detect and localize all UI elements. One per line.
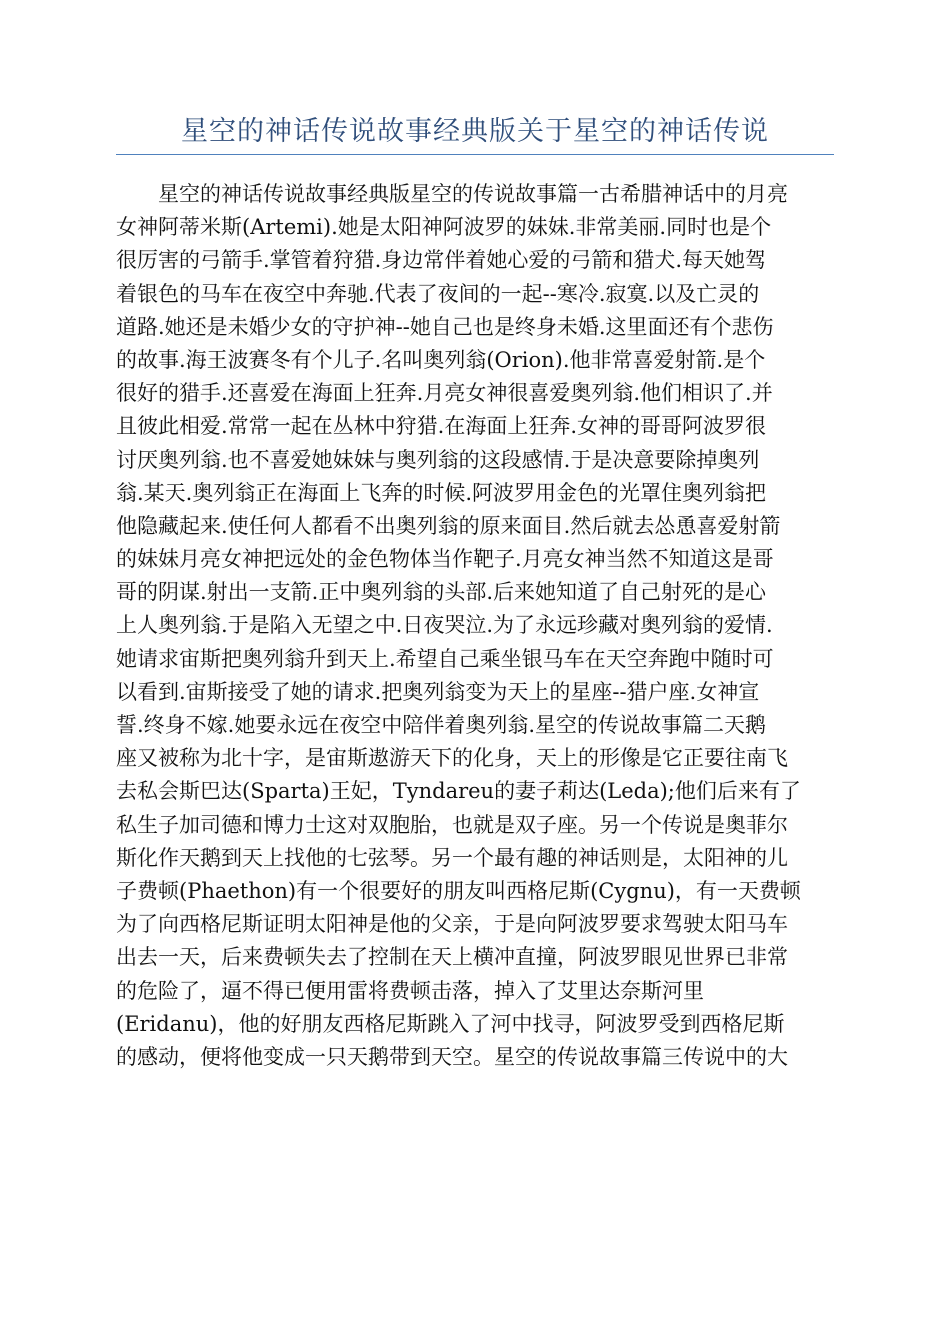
text-line: 的感动，便将他变成一只天鹅带到天空。星空的传说故事篇三传说中的大 <box>116 1044 788 1069</box>
text-line: 座又被称为北十字，是宙斯遨游天下的化身，天上的形像是它正要往南飞 <box>116 746 788 771</box>
text-line: 很厉害的弓箭手.掌管着狩猎.身边常伴着她心爱的弓箭和猎犬.每天她驾 <box>116 248 767 273</box>
text-line: 星空的神话传说故事经典版星空的传说故事篇一古希腊神话中的月亮 <box>116 182 788 206</box>
document-title: 星空的神话传说故事经典版关于星空的神话传说 <box>181 116 769 147</box>
text-line: 为了向西格尼斯证明太阳神是他的父亲，于是向阿波罗要求驾驶太阳马车 <box>116 912 788 937</box>
text-line: 哥的阴谋.射出一支箭.正中奥列翁的头部.后来她知道了自己射死的是心 <box>116 580 767 605</box>
text-line: 去私会斯巴达(Sparta)王妃，Tyndareu的妻子莉达(Leda);他们后来有了 <box>116 779 801 804</box>
title-underline <box>116 154 834 155</box>
text-line: 上人奥列翁.于是陷入无望之中.日夜哭泣.为了永远珍藏对奥列翁的爱情. <box>116 613 773 638</box>
text-line: 道路.她还是未婚少女的守护神--她自己也是终身未婚.这里面还有个悲伤 <box>116 314 774 339</box>
text-line: 的妹妹月亮女神把远处的金色物体当作靶子.月亮女神当然不知道这是哥 <box>116 547 774 572</box>
text-line: 他隐藏起来.使任何人都看不出奥列翁的原来面目.然后就去怂恿喜爱射箭 <box>116 513 781 538</box>
text-line: 她请求宙斯把奥列翁升到天上.希望自己乘坐银马车在天空奔跑中随时可 <box>116 646 774 671</box>
text-line: 以看到.宙斯接受了她的请求.把奥列翁变为天上的星座--猎户座.女神宣 <box>116 679 760 704</box>
text-line: 私生子加司德和博力士这对双胞胎，也就是双子座。另一个传说是奥菲尔 <box>116 812 788 837</box>
text-line: 翁.某天.奥列翁正在海面上飞奔的时候.阿波罗用金色的光罩住奥列翁把 <box>116 480 767 505</box>
text-line: (Eridanu)，他的好朋友西格尼斯跳入了河中找寻，阿波罗受到西格尼斯 <box>116 1011 785 1036</box>
text-line: 誓.终身不嫁.她要永远在夜空中陪伴着奥列翁.星空的传说故事篇二天鹅 <box>116 713 767 737</box>
text-line: 讨厌奥列翁.也不喜爱她妹妹与奥列翁的这段感情.于是决意要除掉奥列 <box>116 447 760 472</box>
text-line: 斯化作天鹅到天上找他的七弦琴。另一个最有趣的神话则是，太阳神的儿 <box>116 845 788 870</box>
text-line: 的危险了，逼不得已便用雷将费顿击落，掉入了艾里达奈斯河里 <box>116 978 704 1003</box>
text-line: 子费顿(Phaethon)有一个很要好的朋友叫西格尼斯(Cygnu)，有一天费顿 <box>116 878 801 903</box>
text-line: 很好的猎手.还喜爱在海面上狂奔.月亮女神很喜爱奥列翁.他们相识了.并 <box>116 381 773 406</box>
body-paragraph <box>116 178 834 1074</box>
text-line: 出去一天，后来费顿失去了控制在天上横冲直撞，阿波罗眼见世界已非常 <box>116 945 788 970</box>
text-line: 女神阿蒂米斯(Artemi).她是太阳神阿波罗的妹妹.非常美丽.同时也是个 <box>116 215 772 240</box>
text-line: 且彼此相爱.常常一起在丛林中狩猎.在海面上狂奔.女神的哥哥阿波罗很 <box>116 414 767 439</box>
text-line: 着银色的马车在夜空中奔驰.代表了夜间的一起--寒冷.寂寞.以及亡灵的 <box>116 281 760 306</box>
text-line: 的故事.海王波赛冬有个儿子.名叫奥列翁(Orion).他非常喜爱射箭.是个 <box>116 347 766 372</box>
